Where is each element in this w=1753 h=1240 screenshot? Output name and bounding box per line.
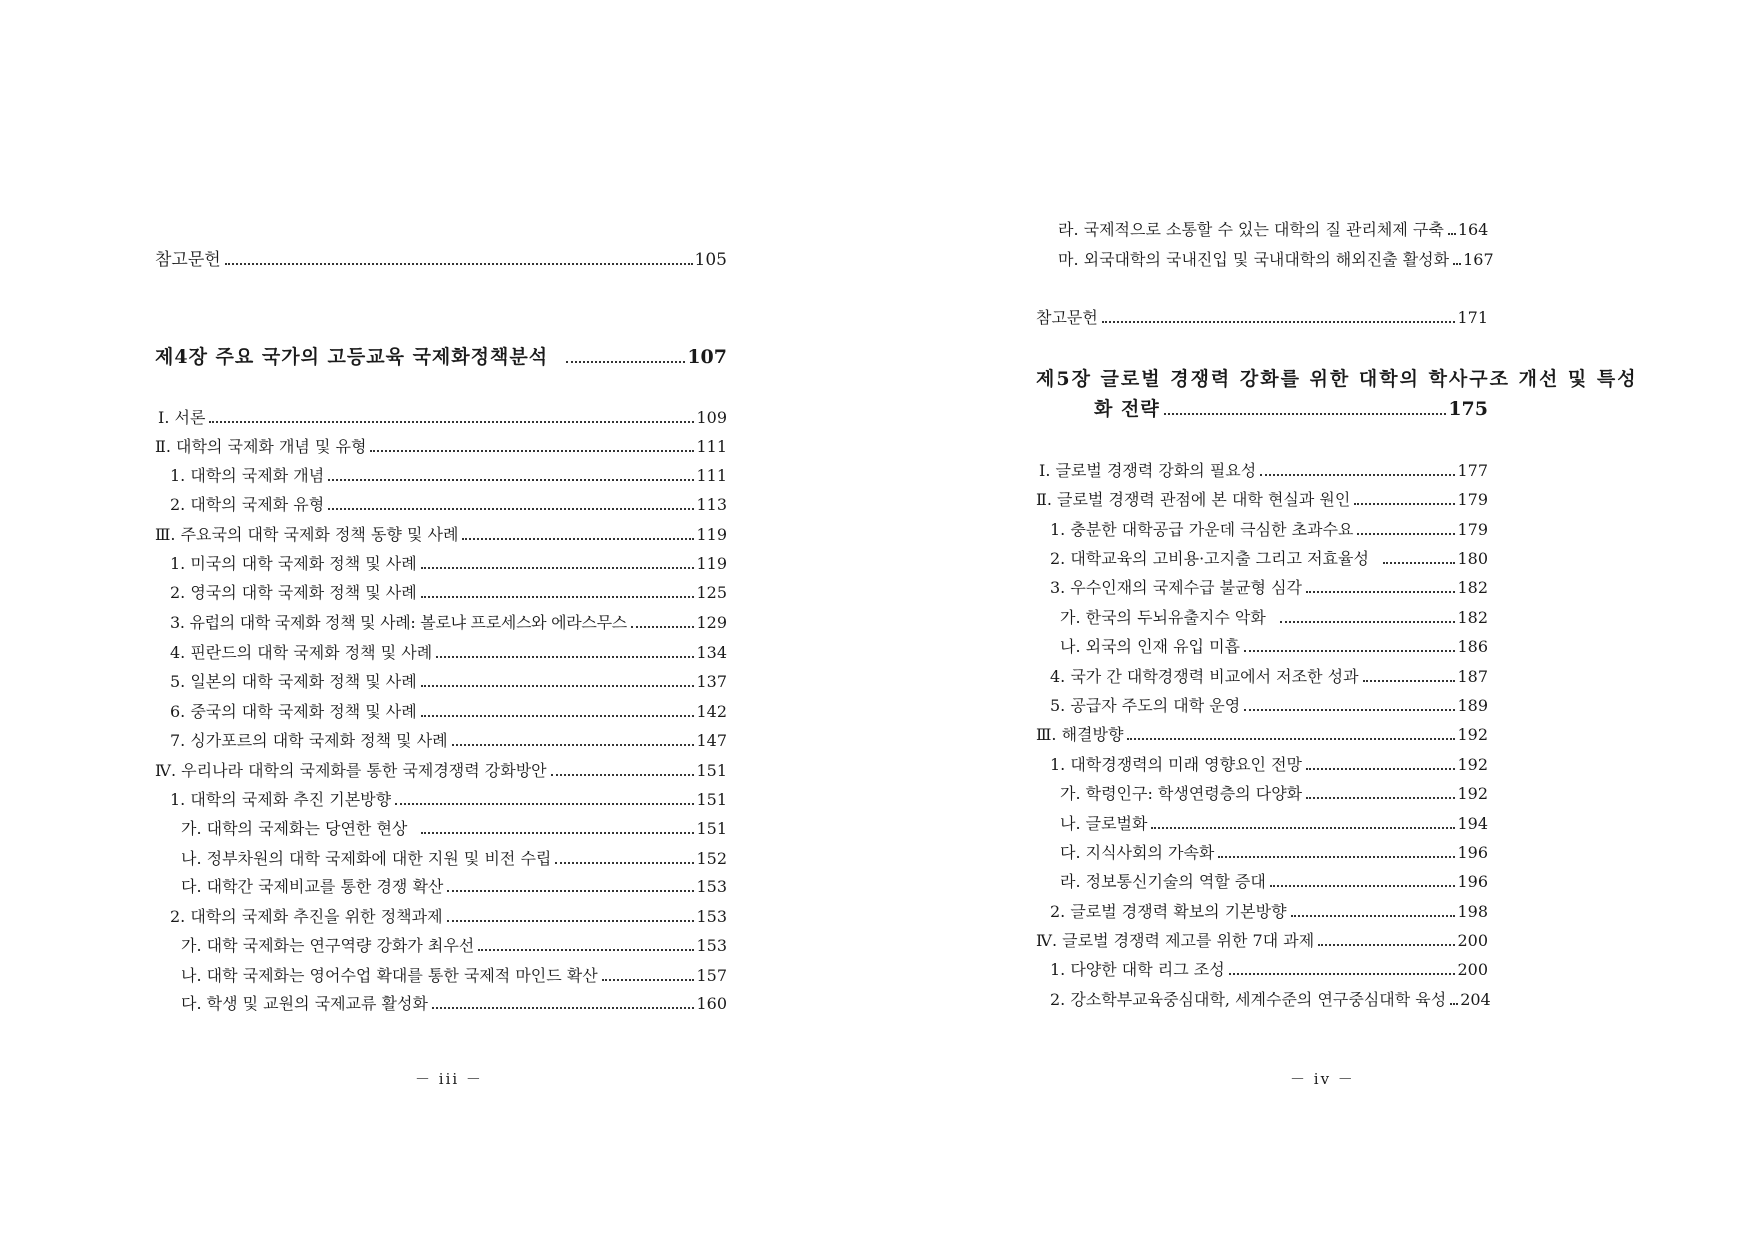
toc-text: 다. 대학간 국제비교를 통한 경쟁 확산 bbox=[181, 877, 444, 896]
toc-entry bbox=[181, 935, 727, 957]
toc-text: 나. 대학 국제화는 영어수업 확대를 통한 국제적 마인드 확산 bbox=[181, 966, 598, 985]
toc-page: 189 bbox=[1457, 696, 1488, 715]
toc-text: 다. 지식사회의 가속화 bbox=[1060, 843, 1215, 862]
dot-leader bbox=[478, 949, 694, 951]
toc-page: 182 bbox=[1457, 608, 1488, 627]
toc-entry bbox=[181, 965, 727, 987]
toc-page: 151 bbox=[696, 790, 727, 809]
toc-entry bbox=[170, 494, 727, 516]
toc-text: 참고문헌 bbox=[155, 250, 221, 270]
toc-text: 라. 국제적으로 소통할 수 있는 대학의 질 관리체제 구축 bbox=[1058, 220, 1444, 239]
toc-text: 다. 학생 및 교원의 국제교류 활성화 bbox=[181, 994, 428, 1013]
toc-entry bbox=[170, 642, 727, 664]
toc-entry bbox=[1060, 871, 1488, 893]
dot-leader bbox=[447, 890, 694, 892]
toc-page: 171 bbox=[1457, 308, 1488, 327]
toc-page: 179 bbox=[1457, 490, 1488, 509]
dot-leader bbox=[1260, 474, 1455, 476]
toc-text: 가. 한국의 두뇌유출지수 악화 bbox=[1060, 608, 1266, 627]
toc-page: 192 bbox=[1457, 755, 1488, 774]
toc-text: Ⅰ. 서론 bbox=[158, 408, 206, 427]
dot-leader bbox=[1363, 680, 1456, 682]
toc-entry bbox=[170, 789, 727, 811]
toc-page: 119 bbox=[696, 525, 727, 544]
dot-leader bbox=[1102, 321, 1456, 323]
toc-page: 111 bbox=[696, 466, 727, 485]
toc-page: 164 bbox=[1457, 220, 1489, 239]
toc-page: 196 bbox=[1457, 872, 1488, 891]
toc-page: 200 bbox=[1457, 931, 1488, 950]
dot-leader bbox=[1354, 503, 1455, 505]
dot-leader bbox=[209, 421, 694, 423]
toc-page: 153 bbox=[696, 936, 727, 955]
toc-page: 153 bbox=[696, 877, 727, 896]
dot-leader bbox=[1453, 263, 1461, 265]
toc-text: 라. 정보통신기술의 역할 증대 bbox=[1060, 872, 1266, 891]
toc-text: 4. 핀란드의 대학 국제화 정책 및 사례 bbox=[170, 643, 433, 662]
toc-page: 152 bbox=[696, 849, 727, 868]
dot-leader bbox=[421, 832, 694, 834]
toc-page: 180 bbox=[1457, 549, 1488, 568]
toc-entry bbox=[170, 701, 727, 723]
toc-text: 화 전략 bbox=[1094, 398, 1160, 420]
toc-entry bbox=[1060, 607, 1488, 629]
dot-leader bbox=[1244, 709, 1455, 711]
dot-leader bbox=[1383, 562, 1456, 564]
toc-text: 3. 우수인재의 국제수급 불균형 심각 bbox=[1050, 578, 1302, 597]
toc-text: 3. 유럽의 대학 국제화 정책 및 사례: 볼로냐 프로세스와 에라스무스 bbox=[170, 613, 627, 632]
toc-text: 6. 중국의 대학 국제화 정책 및 사례 bbox=[170, 702, 417, 721]
dot-leader bbox=[1280, 621, 1456, 623]
dot-leader bbox=[421, 685, 695, 687]
toc-page: 177 bbox=[1457, 461, 1488, 480]
toc-page: 113 bbox=[696, 495, 727, 514]
toc-text: 나. 정부차원의 대학 국제화에 대한 지원 및 비전 수립 bbox=[181, 849, 552, 868]
toc-page: 198 bbox=[1457, 902, 1488, 921]
dot-leader bbox=[421, 715, 695, 717]
toc-page: 182 bbox=[1457, 578, 1488, 597]
toc-page: 153 bbox=[696, 907, 727, 926]
toc-text: 나. 외국의 인재 유입 미흡 bbox=[1060, 637, 1240, 656]
toc-page: 151 bbox=[696, 761, 727, 780]
toc-text: 1. 미국의 대학 국제화 정책 및 사례 bbox=[170, 554, 417, 573]
dot-leader bbox=[225, 263, 693, 265]
toc-entry bbox=[170, 730, 727, 752]
dot-leader bbox=[395, 803, 694, 805]
toc-entry bbox=[1036, 724, 1488, 746]
toc-text: 1. 충분한 대학공급 가운데 극심한 초과수요 bbox=[1050, 520, 1354, 539]
toc-entry bbox=[155, 436, 727, 458]
toc-text: 1. 대학의 국제화 추진 기본방향 bbox=[170, 790, 392, 809]
toc-text: Ⅲ. 주요국의 대학 국제화 정책 동향 및 사례 bbox=[155, 525, 459, 544]
toc-page: 119 bbox=[696, 554, 727, 573]
dot-leader bbox=[370, 450, 694, 452]
dot-leader bbox=[1306, 591, 1455, 593]
toc-page: 111 bbox=[696, 437, 727, 456]
dot-leader bbox=[555, 862, 694, 864]
toc-page: 160 bbox=[696, 994, 727, 1013]
toc-entry bbox=[1036, 489, 1488, 511]
toc-text: 가. 대학의 국제화는 당연한 현상 bbox=[181, 819, 408, 838]
toc-entry bbox=[181, 818, 727, 840]
dot-leader bbox=[1357, 533, 1455, 535]
toc-entry bbox=[158, 407, 727, 429]
toc-entry bbox=[1050, 548, 1488, 570]
toc-entry bbox=[170, 906, 727, 928]
toc-text: Ⅱ. 대학의 국제화 개념 및 유형 bbox=[155, 437, 367, 456]
dot-leader bbox=[1151, 827, 1455, 829]
toc-text: Ⅱ. 글로벌 경쟁력 관점에 본 대학 현실과 원인 bbox=[1036, 490, 1351, 509]
dot-leader bbox=[1229, 973, 1456, 975]
toc-text: 4. 국가 간 대학경쟁력 비교에서 저조한 성과 bbox=[1050, 667, 1359, 686]
toc-entry bbox=[1036, 930, 1488, 952]
toc-text: 1. 다양한 대학 리그 조성 bbox=[1050, 960, 1225, 979]
toc-entry bbox=[1058, 249, 1494, 271]
toc-entry bbox=[1050, 959, 1488, 981]
toc-entry bbox=[170, 671, 727, 693]
toc-page: 134 bbox=[696, 643, 727, 662]
toc-page: 151 bbox=[696, 819, 727, 838]
dot-leader bbox=[602, 979, 695, 981]
toc-text: 제4장 주요 국가의 고등교육 국제화정책분석 bbox=[155, 346, 549, 368]
toc-page: 129 bbox=[696, 613, 727, 632]
toc-page: 204 bbox=[1460, 990, 1491, 1009]
dot-leader bbox=[1218, 856, 1455, 858]
dot-leader bbox=[328, 508, 694, 510]
toc-text: 5. 공급자 주도의 대학 운영 bbox=[1050, 696, 1241, 715]
toc-page: 196 bbox=[1457, 843, 1488, 862]
toc-text: 가. 대학 국제화는 연구역량 강화가 최우선 bbox=[181, 936, 475, 955]
toc-page: 179 bbox=[1457, 520, 1488, 539]
dot-leader bbox=[328, 479, 694, 481]
toc-entry bbox=[181, 848, 727, 870]
dot-leader bbox=[1291, 915, 1456, 917]
dot-leader bbox=[452, 744, 695, 746]
toc-text: Ⅲ. 해결방향 bbox=[1036, 725, 1124, 744]
toc-page: 167 bbox=[1463, 250, 1494, 269]
toc-entry bbox=[1050, 519, 1488, 541]
toc-references bbox=[155, 249, 727, 271]
toc-page: 137 bbox=[696, 672, 727, 691]
toc-chapter bbox=[1094, 396, 1488, 422]
toc-page: 142 bbox=[696, 702, 727, 721]
toc-page: 109 bbox=[696, 408, 727, 427]
toc-entry bbox=[1058, 219, 1488, 241]
dot-leader bbox=[1306, 768, 1455, 770]
right-page bbox=[876, 0, 1753, 1240]
toc-entry bbox=[1050, 577, 1488, 599]
dot-leader bbox=[1270, 885, 1456, 887]
page-number: － iv － bbox=[1290, 1070, 1355, 1088]
page-number: － iii － bbox=[415, 1070, 483, 1088]
toc-entry bbox=[1060, 783, 1488, 805]
toc-text: 참고문헌 bbox=[1036, 308, 1098, 327]
toc-page: 187 bbox=[1457, 667, 1488, 686]
toc-entry bbox=[1060, 636, 1488, 658]
toc-entry bbox=[1060, 842, 1488, 864]
dot-leader bbox=[1244, 650, 1455, 652]
dot-leader bbox=[421, 596, 695, 598]
dot-leader bbox=[1127, 738, 1455, 740]
toc-text: 2. 대학교육의 고비용·고지출 그리고 저효율성 bbox=[1050, 549, 1369, 568]
toc-text: Ⅰ. 글로벌 경쟁력 강화의 필요성 bbox=[1039, 461, 1257, 480]
toc-entry bbox=[155, 524, 727, 546]
toc-page: 125 bbox=[696, 583, 727, 602]
toc-text: Ⅳ. 글로벌 경쟁력 제고를 위한 7대 과제 bbox=[1036, 931, 1315, 950]
toc-entry bbox=[170, 612, 727, 634]
toc-page: 107 bbox=[687, 346, 727, 368]
toc-text: 5. 일본의 대학 국제화 정책 및 사례 bbox=[170, 672, 417, 691]
dot-leader bbox=[566, 361, 685, 363]
toc-entry bbox=[1050, 989, 1491, 1011]
toc-entry bbox=[1060, 813, 1488, 835]
toc-entry bbox=[155, 760, 727, 782]
toc-chapter bbox=[155, 344, 727, 370]
toc-references bbox=[1036, 307, 1488, 329]
toc-entry bbox=[170, 582, 727, 604]
toc-entry bbox=[1050, 695, 1488, 717]
dot-leader bbox=[1450, 1003, 1458, 1005]
toc-chapter-line1: 제5장 글로벌 경쟁력 강화를 위한 대학의 학사구조 개선 및 특성 bbox=[1036, 368, 1638, 390]
toc-entry bbox=[1050, 666, 1488, 688]
toc-page: 157 bbox=[696, 966, 727, 985]
toc-text: 7. 싱가포르의 대학 국제화 정책 및 사례 bbox=[170, 731, 448, 750]
toc-page: 105 bbox=[694, 250, 727, 270]
left-page bbox=[0, 0, 876, 1240]
toc-entry bbox=[170, 465, 727, 487]
dot-leader bbox=[1306, 797, 1455, 799]
dot-leader bbox=[1318, 944, 1455, 946]
toc-text: Ⅳ. 우리나라 대학의 국제화를 통한 국제경쟁력 강화방안 bbox=[155, 761, 547, 780]
toc-page: 194 bbox=[1457, 814, 1488, 833]
toc-text: 2. 대학의 국제화 추진을 위한 정책과제 bbox=[170, 907, 443, 926]
toc-page: 175 bbox=[1448, 398, 1488, 420]
dot-leader bbox=[1164, 413, 1447, 415]
toc-entry bbox=[1050, 901, 1488, 923]
dot-leader bbox=[447, 920, 695, 922]
toc-page: 147 bbox=[696, 731, 727, 750]
dot-leader bbox=[421, 567, 695, 569]
toc-entry bbox=[181, 993, 727, 1015]
dot-leader bbox=[462, 538, 694, 540]
dot-leader bbox=[436, 656, 694, 658]
toc-text: 나. 글로벌화 bbox=[1060, 814, 1148, 833]
toc-entry bbox=[170, 553, 727, 575]
toc-entry bbox=[1039, 460, 1488, 482]
toc-text: 마. 외국대학의 국내진입 및 국내대학의 해외진출 활성화 bbox=[1058, 250, 1450, 269]
toc-page: 192 bbox=[1457, 725, 1488, 744]
toc-text: 가. 학령인구: 학생연령층의 다양화 bbox=[1060, 784, 1303, 803]
toc-text: 2. 글로벌 경쟁력 확보의 기본방향 bbox=[1050, 902, 1287, 921]
toc-text: 2. 영국의 대학 국제화 정책 및 사례 bbox=[170, 583, 417, 602]
toc-text: 2. 대학의 국제화 유형 bbox=[170, 495, 325, 514]
dot-leader bbox=[551, 774, 695, 776]
toc-page: 192 bbox=[1457, 784, 1488, 803]
toc-page: 186 bbox=[1457, 637, 1488, 656]
dot-leader bbox=[1448, 233, 1456, 235]
toc-text: 1. 대학의 국제화 개념 bbox=[170, 466, 325, 485]
dot-leader bbox=[631, 626, 695, 628]
toc-text: 1. 대학경쟁력의 미래 영향요인 전망 bbox=[1050, 755, 1302, 774]
toc-page: 200 bbox=[1457, 960, 1488, 979]
toc-text: 2. 강소학부교육중심대학, 세계수준의 연구중심대학 육성 bbox=[1050, 990, 1447, 1009]
dot-leader bbox=[432, 1007, 695, 1009]
toc-entry bbox=[181, 876, 727, 898]
toc-entry bbox=[1050, 754, 1488, 776]
